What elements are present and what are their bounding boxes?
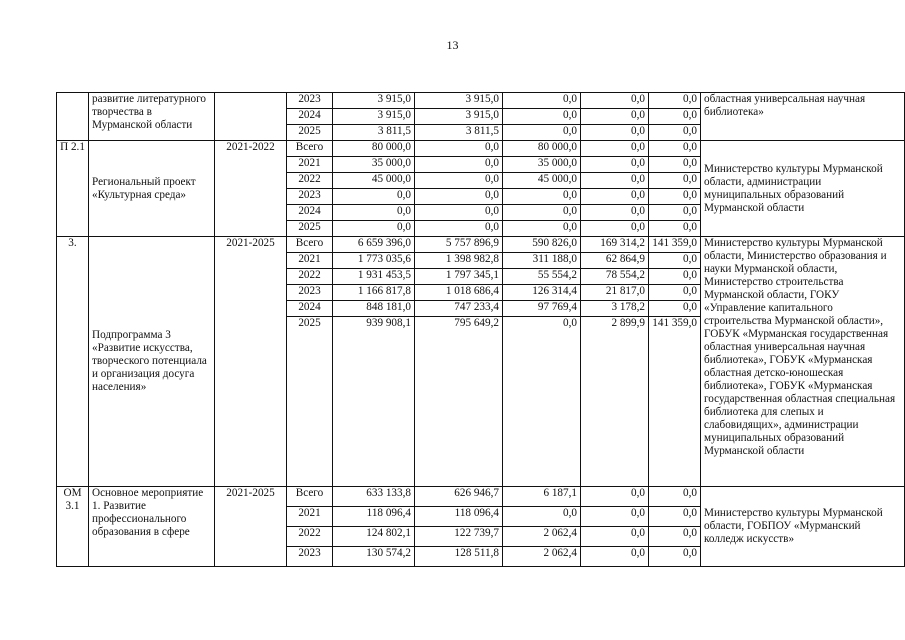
amount-cell: 80 000,0	[503, 141, 581, 157]
amount-cell: 0,0	[581, 157, 649, 173]
year-cell: 2023	[287, 285, 333, 301]
year-cell: 2022	[287, 527, 333, 547]
amount-cell: 0,0	[503, 205, 581, 221]
period-cell: 2021-2025	[215, 237, 287, 487]
amount-cell: 45 000,0	[333, 173, 415, 189]
year-cell: 2022	[287, 269, 333, 285]
budget-table	[56, 92, 905, 567]
year-cell: Всего	[287, 237, 333, 253]
year-cell: 2022	[287, 173, 333, 189]
amount-cell: 130 574,2	[333, 547, 415, 567]
executor-cell: Министерство культуры Мурманской области, ГОБПОУ «Мурманский колледж искусств»	[701, 487, 905, 567]
amount-cell: 0,0	[581, 173, 649, 189]
item-name-cell: Региональный проект «Культурная среда»	[89, 141, 215, 237]
amount-cell: 0,0	[581, 527, 649, 547]
amount-cell: 1 773 035,6	[333, 253, 415, 269]
amount-cell: 0,0	[503, 189, 581, 205]
amount-cell: 1 398 982,8	[415, 253, 503, 269]
row-number-cell: 3.	[57, 237, 89, 487]
amount-cell: 97 769,4	[503, 301, 581, 317]
amount-cell: 1 166 817,8	[333, 285, 415, 301]
amount-cell: 6 187,1	[503, 487, 581, 507]
amount-cell: 0,0	[333, 221, 415, 237]
executor-cell: Министерство культуры Мурманской области, Министерство образования и науки Мурманской области, Министерство строительства Мурманской области, ГОКУ «Управление капитального строительства Мурманской области», ГОБУК «Мурманская государственная областная универсальная научная библиотека», ГОБУК «Мурманская областная детско-юношеская библиотека», ГОБУК «Мурманская государственная областная специальная библиотека для слепых и слабовидящих», администрации муниципальных образований Мурманской области	[701, 237, 905, 487]
item-name-cell: развитие литературного творчества в Мурманской области	[89, 93, 215, 141]
year-cell: 2021	[287, 253, 333, 269]
amount-cell: 939 908,1	[333, 317, 415, 487]
amount-cell: 311 188,0	[503, 253, 581, 269]
amount-cell: 0,0	[649, 253, 701, 269]
amount-cell: 0,0	[649, 93, 701, 109]
amount-cell: 0,0	[649, 487, 701, 507]
table-row	[57, 141, 905, 157]
row-number-cell	[57, 93, 89, 141]
amount-cell: 0,0	[649, 205, 701, 221]
amount-cell: 118 096,4	[333, 507, 415, 527]
executor-cell: Министерство культуры Мурманской области, администрации муниципальных образований Мурманской области	[701, 141, 905, 237]
amount-cell: 0,0	[649, 285, 701, 301]
amount-cell: 124 802,1	[333, 527, 415, 547]
table-row	[57, 237, 905, 253]
period-cell: 2021-2022	[215, 141, 287, 237]
amount-cell: 21 817,0	[581, 285, 649, 301]
year-cell: 2023	[287, 547, 333, 567]
amount-cell: 0,0	[649, 141, 701, 157]
amount-cell: 0,0	[649, 173, 701, 189]
year-cell: Всего	[287, 141, 333, 157]
amount-cell: 3 915,0	[333, 109, 415, 125]
year-cell: 2023	[287, 93, 333, 109]
amount-cell: 590 826,0	[503, 237, 581, 253]
amount-cell: 0,0	[415, 189, 503, 205]
year-cell: 2025	[287, 221, 333, 237]
page-number: 13	[446, 38, 459, 52]
amount-cell: 0,0	[415, 157, 503, 173]
amount-cell: 0,0	[503, 317, 581, 487]
amount-cell: 128 511,8	[415, 547, 503, 567]
amount-cell: 2 062,4	[503, 547, 581, 567]
amount-cell: 0,0	[581, 547, 649, 567]
amount-cell: 122 739,7	[415, 527, 503, 547]
amount-cell: 0,0	[581, 109, 649, 125]
item-name-cell: Подпрограмма 3 «Развитие искусства, творческого потенциала и организация досуга населения»	[89, 237, 215, 487]
amount-cell: 6 659 396,0	[333, 237, 415, 253]
year-cell: Всего	[287, 487, 333, 507]
amount-cell: 5 757 896,9	[415, 237, 503, 253]
amount-cell: 80 000,0	[333, 141, 415, 157]
amount-cell: 1 797 345,1	[415, 269, 503, 285]
amount-cell: 169 314,2	[581, 237, 649, 253]
year-cell: 2024	[287, 205, 333, 221]
year-cell: 2021	[287, 507, 333, 527]
amount-cell: 0,0	[649, 109, 701, 125]
amount-cell: 3 811,5	[415, 125, 503, 141]
amount-cell: 55 554,2	[503, 269, 581, 285]
amount-cell: 0,0	[649, 269, 701, 285]
year-cell: 2024	[287, 301, 333, 317]
amount-cell: 35 000,0	[503, 157, 581, 173]
item-name-cell: Основное мероприятие 1. Развитие профессионального образования в сфере	[89, 487, 215, 567]
table-row	[57, 93, 905, 109]
period-cell	[215, 93, 287, 141]
row-number-cell: П 2.1	[57, 141, 89, 237]
amount-cell: 0,0	[581, 221, 649, 237]
amount-cell: 0,0	[581, 141, 649, 157]
amount-cell: 0,0	[581, 487, 649, 507]
amount-cell: 0,0	[415, 205, 503, 221]
amount-cell: 141 359,0	[649, 237, 701, 253]
amount-cell: 0,0	[581, 507, 649, 527]
amount-cell: 0,0	[503, 109, 581, 125]
amount-cell: 78 554,2	[581, 269, 649, 285]
amount-cell: 626 946,7	[415, 487, 503, 507]
period-cell: 2021-2025	[215, 487, 287, 567]
amount-cell: 0,0	[581, 189, 649, 205]
amount-cell: 141 359,0	[649, 317, 701, 487]
amount-cell: 0,0	[333, 189, 415, 205]
amount-cell: 0,0	[581, 125, 649, 141]
amount-cell: 747 233,4	[415, 301, 503, 317]
amount-cell: 2 062,4	[503, 527, 581, 547]
amount-cell: 1 931 453,5	[333, 269, 415, 285]
amount-cell: 3 915,0	[333, 93, 415, 109]
amount-cell: 0,0	[333, 205, 415, 221]
year-cell: 2025	[287, 125, 333, 141]
amount-cell: 848 181,0	[333, 301, 415, 317]
year-cell: 2021	[287, 157, 333, 173]
amount-cell: 0,0	[649, 301, 701, 317]
executor-cell: областная универсальная научная библиотека»	[701, 93, 905, 141]
amount-cell: 0,0	[649, 527, 701, 547]
amount-cell: 126 314,4	[503, 285, 581, 301]
amount-cell: 62 864,9	[581, 253, 649, 269]
amount-cell: 0,0	[649, 547, 701, 567]
amount-cell: 1 018 686,4	[415, 285, 503, 301]
year-cell: 2025	[287, 317, 333, 487]
amount-cell: 0,0	[649, 125, 701, 141]
amount-cell: 0,0	[415, 173, 503, 189]
amount-cell: 0,0	[415, 141, 503, 157]
amount-cell: 35 000,0	[333, 157, 415, 173]
amount-cell: 3 915,0	[415, 109, 503, 125]
amount-cell: 2 899,9	[581, 317, 649, 487]
row-number-cell: ОМ 3.1	[57, 487, 89, 567]
amount-cell: 795 649,2	[415, 317, 503, 487]
amount-cell: 0,0	[649, 507, 701, 527]
amount-cell: 0,0	[503, 125, 581, 141]
amount-cell: 3 811,5	[333, 125, 415, 141]
amount-cell: 0,0	[649, 157, 701, 173]
amount-cell: 0,0	[581, 93, 649, 109]
amount-cell: 633 133,8	[333, 487, 415, 507]
year-cell: 2023	[287, 189, 333, 205]
amount-cell: 45 000,0	[503, 173, 581, 189]
amount-cell: 0,0	[649, 221, 701, 237]
amount-cell: 0,0	[503, 507, 581, 527]
amount-cell: 0,0	[503, 93, 581, 109]
amount-cell: 0,0	[503, 221, 581, 237]
year-cell: 2024	[287, 109, 333, 125]
amount-cell: 0,0	[649, 189, 701, 205]
amount-cell: 3 915,0	[415, 93, 503, 109]
amount-cell: 0,0	[415, 221, 503, 237]
amount-cell: 3 178,2	[581, 301, 649, 317]
table-row	[57, 487, 905, 507]
amount-cell: 0,0	[581, 205, 649, 221]
amount-cell: 118 096,4	[415, 507, 503, 527]
